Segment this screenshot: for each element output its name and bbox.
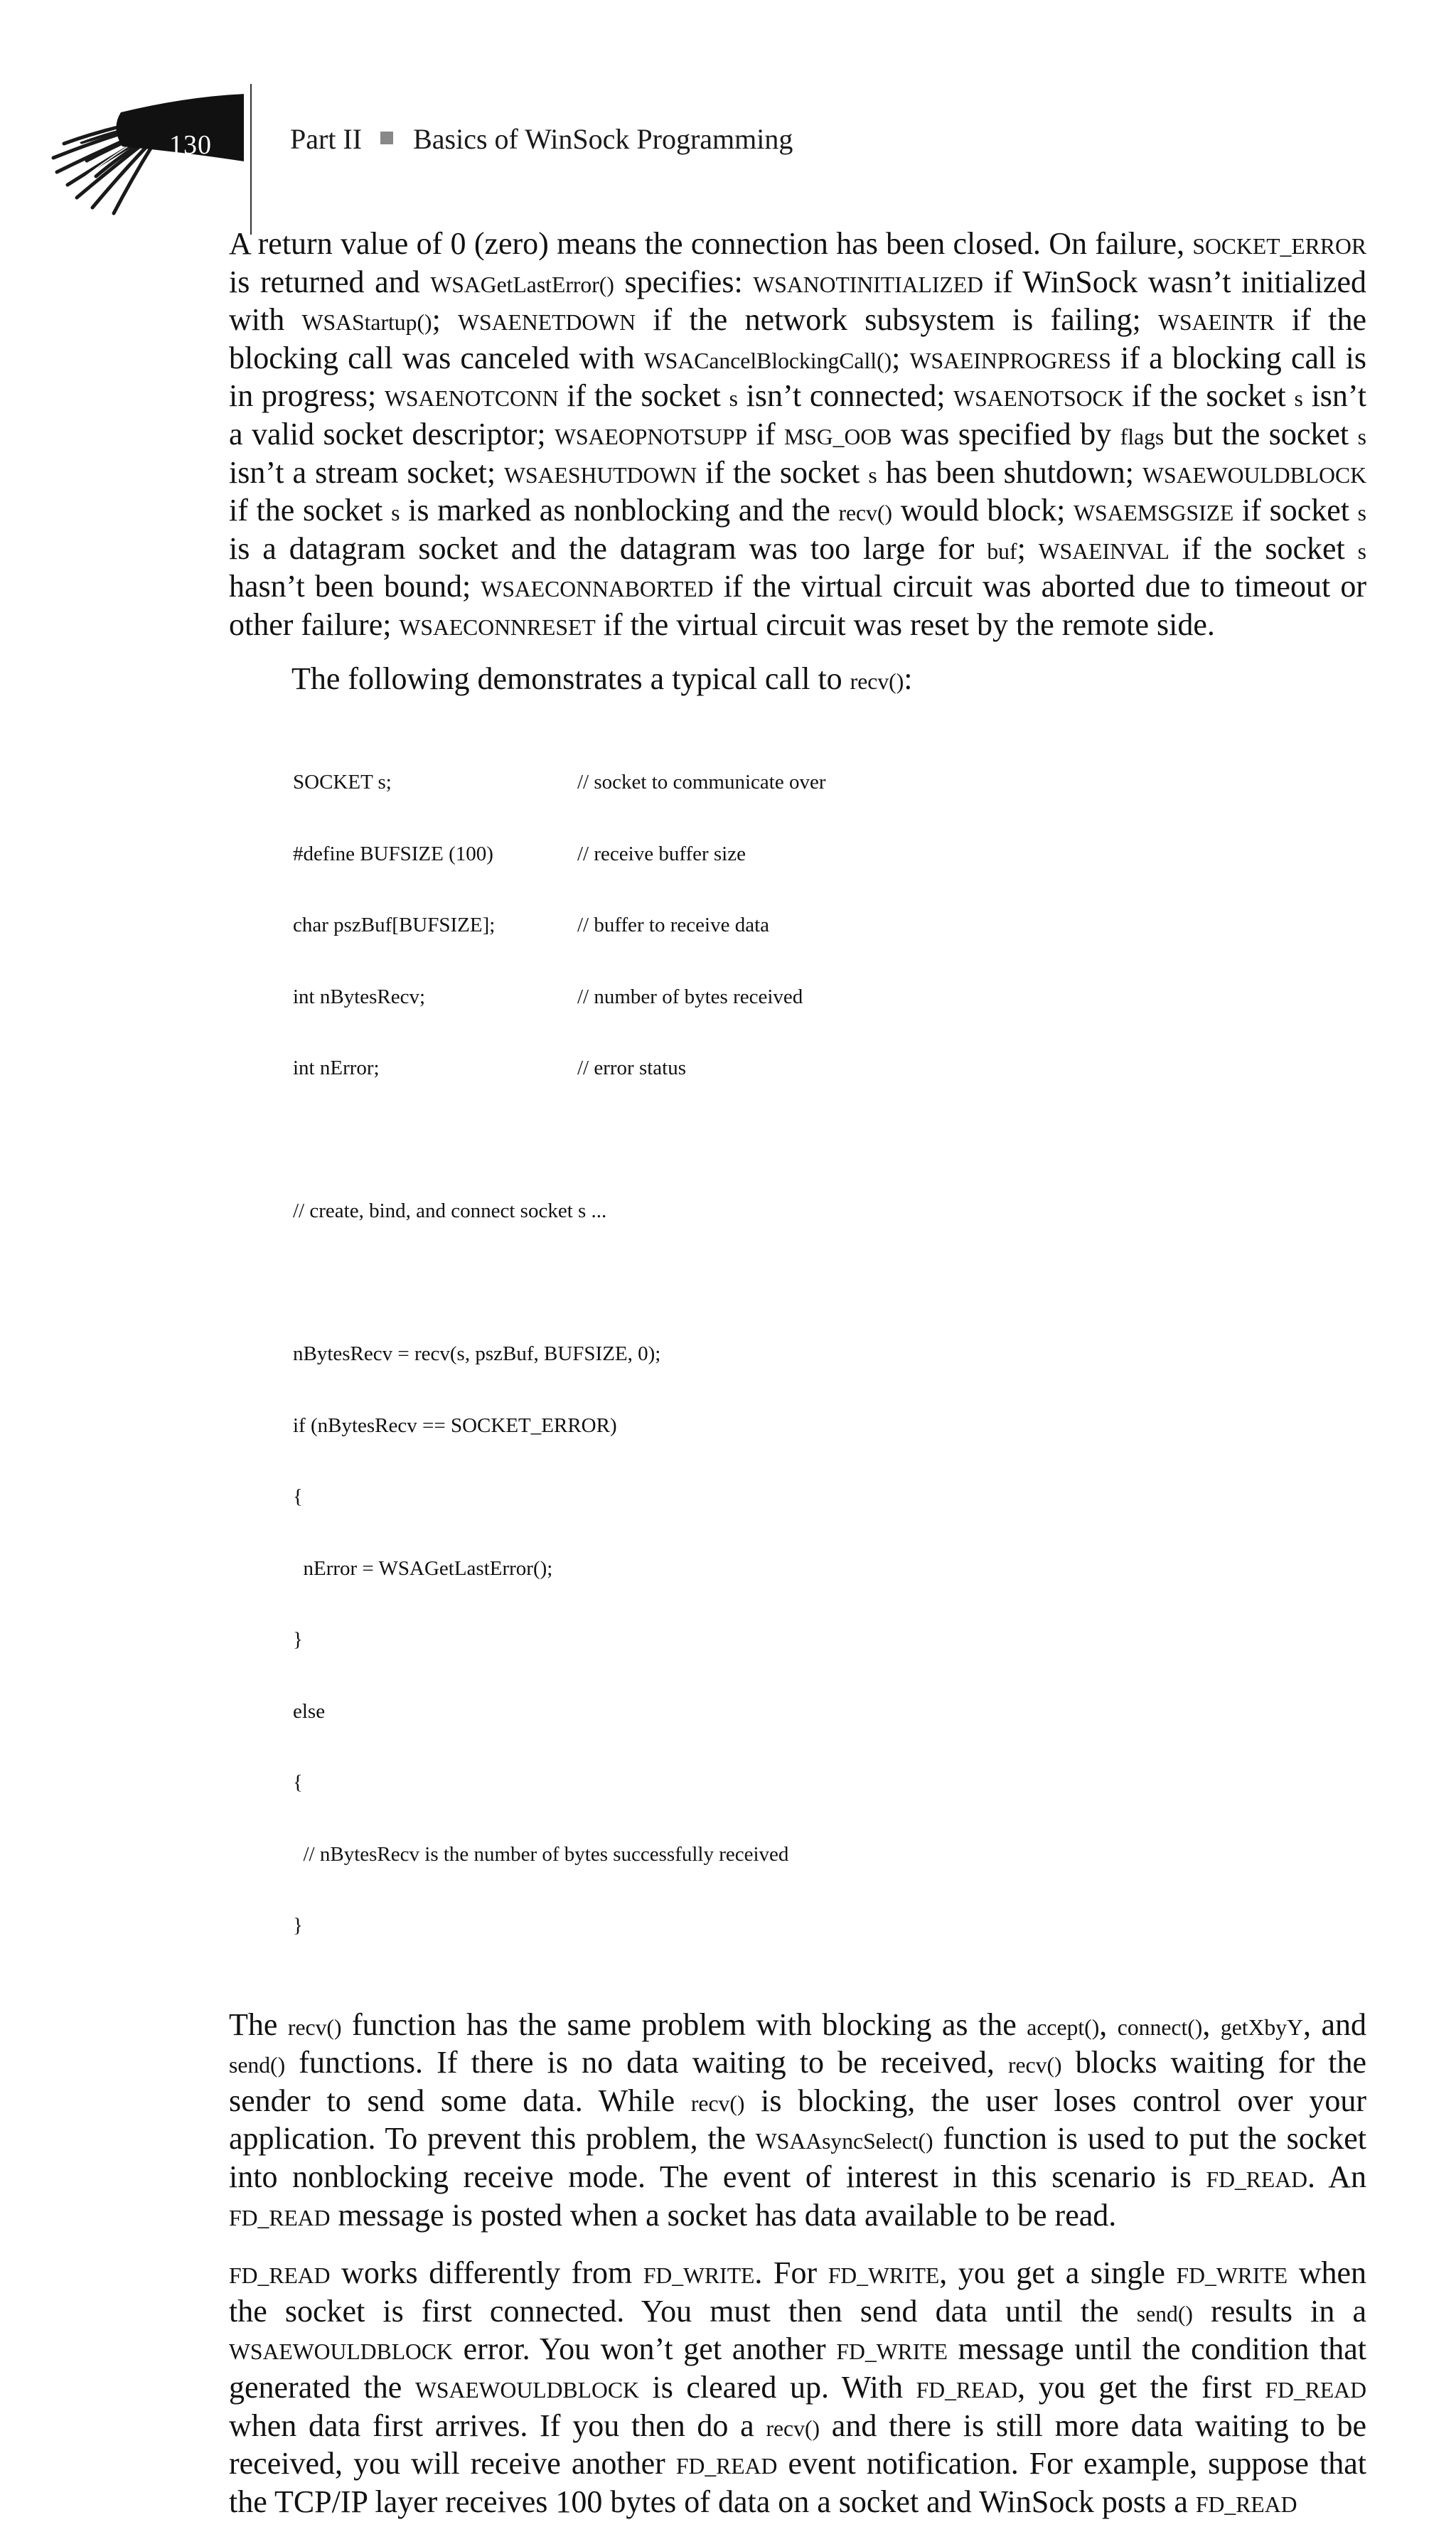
code-term: WSAGetLastError() [430,272,614,297]
code-term: WSAEOPNOTSUPP [555,424,748,449]
code-comment: // error status [577,1057,687,1080]
code-term: WSAStartup() [301,310,432,336]
paragraph-intro-example: The following demonstrates a typical call to recv(): [291,661,913,696]
code-term: s [1357,538,1366,564]
code-term: buf [987,538,1017,564]
code-term: MSG_OOB [784,424,892,449]
code-term: connect() [1117,2014,1203,2040]
code-term: WSAEWOULDBLOCK [414,2377,639,2403]
paragraph-fd-read-vs-write: FD_READ works differently from FD_WRITE. For FD_WRITE, you get a single FD_WRITE when the socket is first connected. You must then send data until the send() results in a WSAEWOULDBLOCK error. You won’t get another FD_WRITE message until the condition that generated the WSAEWOULDBLOCK is cleared up. With FD_READ, you get the first FD_READ when data first arrives. If you then do a recv() and there is still more data waiting to be received, you will receive another FD_READ event notification. For example, suppose that the TCP/IP layer receives 100 bytes of data on a socket and WinSock posts a FD_READ [229,2255,1367,2519]
code-term: WSANOTINITIALIZED [753,272,983,297]
code-line: } [293,1628,303,1652]
code-term: FD_WRITE [643,2263,755,2289]
separator-square-icon [380,132,393,144]
code-term: WSAESHUTDOWN [504,462,697,488]
code-term: getXbyY [1220,2014,1303,2040]
code-line: int nBytesRecv; // number of bytes received [293,985,803,1008]
code-term: SOCKET_ERROR [1192,234,1366,259]
code-term: FD_WRITE [828,2263,940,2289]
code-term: WSACancelBlockingCall() [643,348,892,373]
code-term: recv() [850,668,904,694]
page-header [0,0,1456,235]
code-line: #define BUFSIZE (100) // receive buffer size [293,842,746,865]
paragraph-return-values: A return value of 0 (zero) means the connection has been closed. On failure, SOCKET_ERROR is returned and WSAGetLastError() specifies: WSANOTINITIALIZED if WinSock wasn’t initialized with WSAStartup(); WSAENETDOWN if the network subsystem is failing; WSAEINTR if the blocking call was canceled with WSACancelBlockingCall(); WSAEINPROGRESS if a blocking call is in progress; WSAENOTCONN if the socket s isn’t connected; WSAENOTSOCK if the socket s isn’t a valid socket descriptor; WSAEOPNOTSUPP if MSG_OOB was specified by flags but the socket s isn’t a stream socket; WSAESHUTDOWN if the socket s has been shutdown; WSAEWOULDBLOCK if the socket s is marked as nonblocking and the recv() would block; WSAEMSGSIZE if socket s is a datagram socket and the datagram was too large for buf; WSAEINVAL if the socket s hasn’t been bound; WSAECONNABORTED if the virtual circuit was aborted due to timeout or other failure; WSAECONNRESET if the virtual circuit was reset by the remote side. [229,226,1367,642]
code-term: recv() [287,2014,342,2040]
code-term: WSAENOTSOCK [953,386,1124,412]
code-line: { [293,1485,303,1509]
code-term: WSAEINTR [1158,310,1275,336]
code-line: nError = WSAGetLastError(); [293,1556,553,1580]
code-term: WSAEWOULDBLOCK [1142,462,1366,488]
code-term: s [1294,386,1303,412]
code-listing [293,723,1366,1986]
code-line: } [293,1914,303,1938]
code-term: WSAECONNABORTED [481,577,714,602]
code-comment: // receive buffer size [577,842,746,865]
code-term: FD_WRITE [1176,2263,1288,2289]
code-term: recv() [690,2090,745,2116]
code-line: { [293,1771,303,1795]
page-content [229,226,1366,2522]
code-term: WSAENETDOWN [458,310,636,336]
code-term: FD_READ [1265,2377,1367,2403]
code-term: FD_READ [229,2263,331,2289]
code-term: accept() [1027,2014,1100,2040]
code-term: s [1357,424,1366,449]
code-term: send() [1136,2301,1193,2326]
code-comment: // socket to communicate over [577,771,826,794]
code-line: // nBytesRecv is the number of bytes successfully received [293,1842,789,1866]
paragraph-blocking-problem: The recv() function has the same problem with blocking as the accept(), connect(), getXbyY, and send() functions. If there is no data waiting to be received, recv() blocks waiting for the sender to send some data. While recv() is blocking, the user loses control over your application. To prevent this problem, the WSAAsyncSelect() function is used to put the socket into nonblocking receive mode. The event of interest in this scenario is FD_READ. An FD_READ message is posted when a socket has data available to be read. [229,2007,1367,2233]
code-term: recv() [766,2415,820,2441]
code-line [293,1271,1366,1295]
code-blank-line [293,1128,1366,1153]
code-line: nBytesRecv = recv(s, pszBuf, BUFSIZE, 0); [293,1342,661,1366]
code-line: char pszBuf[BUFSIZE]; // buffer to receive data [293,914,769,937]
page-tab-feather-icon [43,78,256,235]
code-comment: // buffer to receive data [577,914,769,937]
code-line: // create, bind, and connect socket s ... [293,1199,607,1223]
code-term: s [729,386,738,412]
code-line: else [293,1699,326,1723]
part-label: Part II [290,123,363,155]
code-term: s [868,462,877,488]
code-term: WSAEMSGSIZE [1074,501,1234,526]
page-number: 130 [169,130,212,160]
section-title: Basics of WinSock Programming [413,123,793,155]
code-term: FD_READ [229,2205,331,2230]
code-term: WSAENOTCONN [385,386,559,412]
code-term: FD_READ [675,2454,778,2479]
code-term: s [1357,501,1366,526]
code-term: FD_WRITE [836,2339,948,2365]
code-term: WSAAsyncSelect() [755,2129,933,2154]
code-comment: // number of bytes received [577,985,803,1008]
code-term: flags [1120,424,1165,449]
code-term: FD_READ [1195,2491,1297,2517]
code-term: recv() [838,501,893,526]
code-term: WSAEINPROGRESS [909,348,1111,373]
code-line: SOCKET s; // socket to communicate over [293,771,826,794]
code-term: FD_READ [916,2377,1018,2403]
running-head [290,122,793,156]
code-term: WSAEWOULDBLOCK [229,2339,453,2365]
code-term: send() [229,2053,286,2078]
code-term: WSAECONNRESET [399,614,596,640]
code-term: WSAEINVAL [1038,538,1169,564]
code-term: FD_READ [1206,2167,1308,2192]
code-term: recv() [1007,2053,1062,2078]
code-line: if (nBytesRecv == SOCKET_ERROR) [293,1414,617,1437]
code-line: int nError; // error status [293,1057,687,1080]
code-term: s [391,501,400,526]
